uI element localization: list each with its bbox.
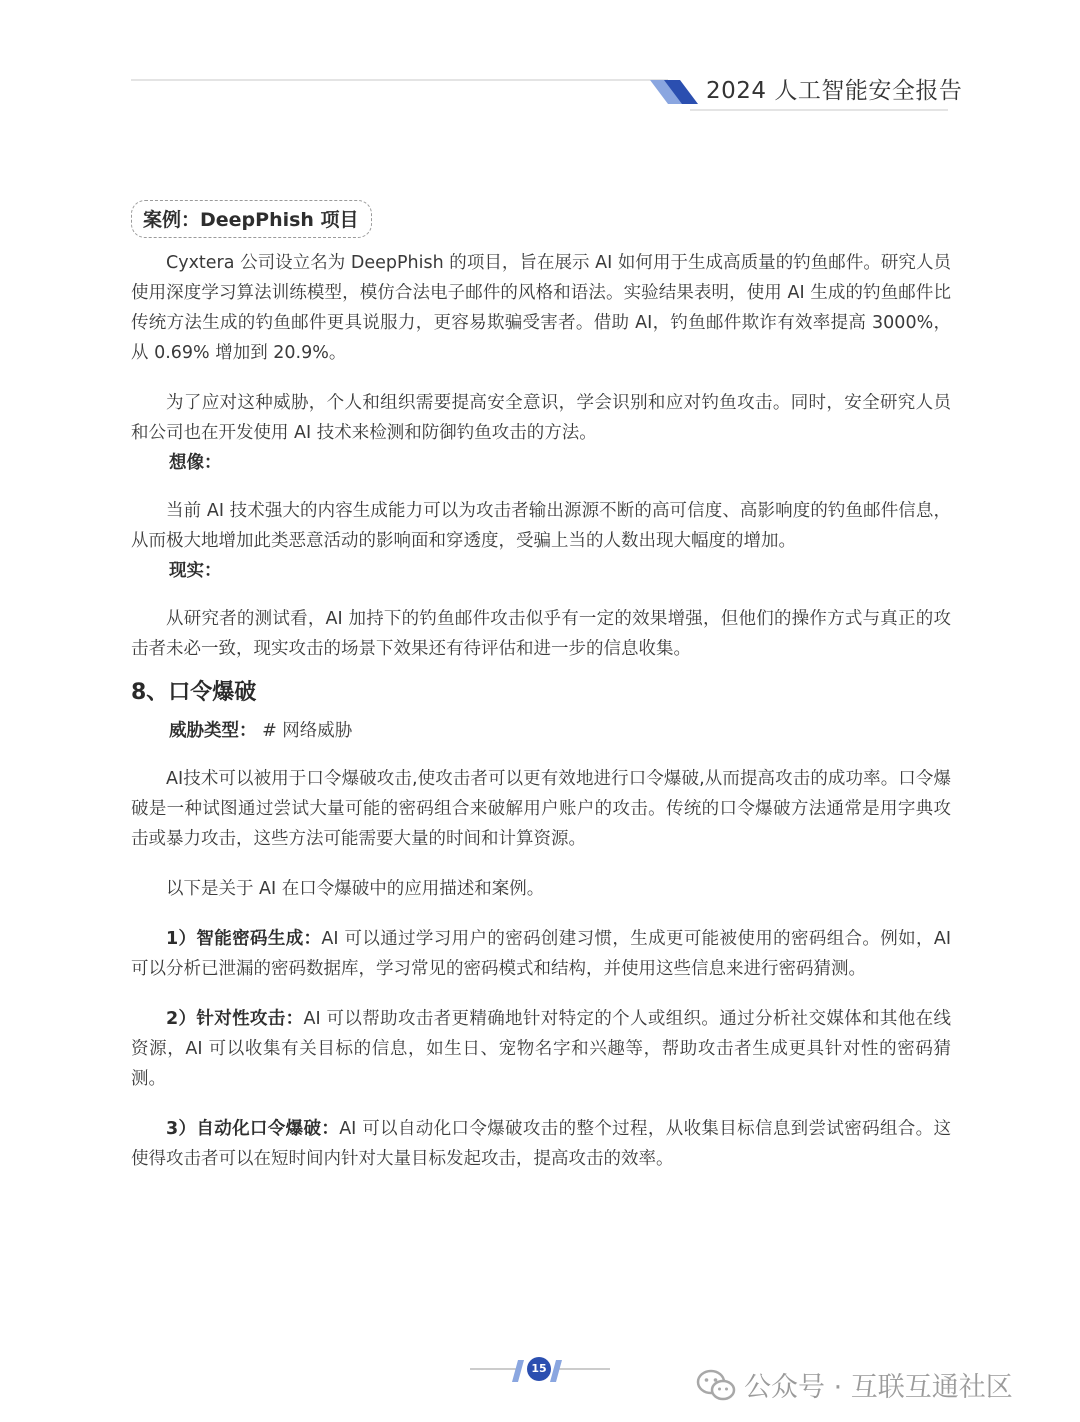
threat-type-label: 威胁类型： — [169, 721, 257, 741]
list-item-head: 3）自动化口令爆破： — [166, 1119, 340, 1139]
list-item-text: AI 可以通过学习用户的密码创建习惯，生成更可能被使用的密码组合。例如，AI 可以分析已泄漏的密码数据库，学习常见的密码模式和结构，并使用这些信息来进行密码猜测。 — [131, 929, 951, 979]
case-paragraph-1: Cyxtera 公司设立名为 DeepPhish 的项目，旨在展示 AI 如何用于生成高质量的钓鱼邮件。研究人员使用深度学习算法训练模型，模仿合法电子邮件的风格和语法。实验结果表明，使用 AI 生成的钓鱼邮件比传统方法生成的钓鱼邮件更具说服力，更容易欺骗受害者。借助 AI，钓鱼邮件欺诈有效率提高 3000%，从 0.69% 增加到 20.9%。 — [131, 253, 951, 363]
list-item — [131, 924, 951, 984]
list-item-head: 1）智能密码生成： — [166, 929, 322, 949]
reality-heading: 现实： — [169, 561, 222, 581]
imagine-heading: 想像： — [169, 453, 222, 473]
threat-type-value: # 网络威胁 — [262, 721, 353, 741]
wechat-icon — [696, 1368, 736, 1402]
watermark — [696, 1365, 1013, 1404]
list-item-text: AI 可以帮助攻击者更精确地针对特定的个人或组织。通过分析社交媒体和其他在线资源，AI 可以收集有关目标的信息，如生日、宠物名字和兴趣等，帮助攻击者生成更具针对性的密码猜测。 — [131, 1009, 951, 1089]
page-header — [0, 0, 1080, 130]
case-paragraph-2: 为了应对这种威胁，个人和组织需要提高安全意识，学会识别和应对钓鱼攻击。同时，安全研究人员和公司也在开发使用 AI 技术来检测和防御钓鱼攻击的方法。 — [131, 393, 951, 443]
case-label: 案例：DeepPhish 项目 — [131, 200, 372, 238]
list-item — [131, 1114, 951, 1174]
list-item — [131, 1004, 951, 1094]
imagine-paragraph: 当前 AI 技术强大的内容生成能力可以为攻击者输出源源不断的高可信度、高影响度的钓鱼邮件信息，从而极大地增加此类恶意活动的影响面和穿透度，受骗上当的人数出现大幅度的增加。 — [131, 501, 951, 551]
page-number: 15 — [527, 1357, 551, 1381]
watermark-text: 公众号 · 互联互通社区 — [744, 1372, 1013, 1403]
threat-type — [131, 716, 951, 746]
section-paragraph-2: 以下是关于 AI 在口令爆破中的应用描述和案例。 — [166, 879, 545, 899]
report-title: 2024 人工智能安全报告 — [706, 78, 963, 104]
section-paragraph-1: AI技术可以被用于口令爆破攻击,使攻击者可以更有效地进行口令爆破,从而提高攻击的成功率。口令爆破是一种试图通过尝试大量可能的密码组合来破解用户账户的攻击。传统的口令爆破方法通常是用字典攻击或暴力攻击，这些方法可能需要大量的时间和计算资源。 — [131, 769, 951, 849]
list-item-head: 2）针对性攻击： — [166, 1009, 304, 1029]
main-content — [131, 200, 951, 1174]
header-decoration — [0, 0, 1080, 130]
list-item-text: AI 可以自动化口令爆破攻击的整个过程，从收集目标信息到尝试密码组合。这使得攻击者可以在短时间内针对大量目标发起攻击，提高攻击的效率。 — [131, 1119, 951, 1169]
section-title: 8、口令爆破 — [131, 680, 257, 705]
reality-paragraph: 从研究者的测试看，AI 加持下的钓鱼邮件攻击似乎有一定的效果增强，但他们的操作方式与真正的攻击者未必一致，现实攻击的场景下效果还有待评估和进一步的信息收集。 — [131, 609, 951, 659]
